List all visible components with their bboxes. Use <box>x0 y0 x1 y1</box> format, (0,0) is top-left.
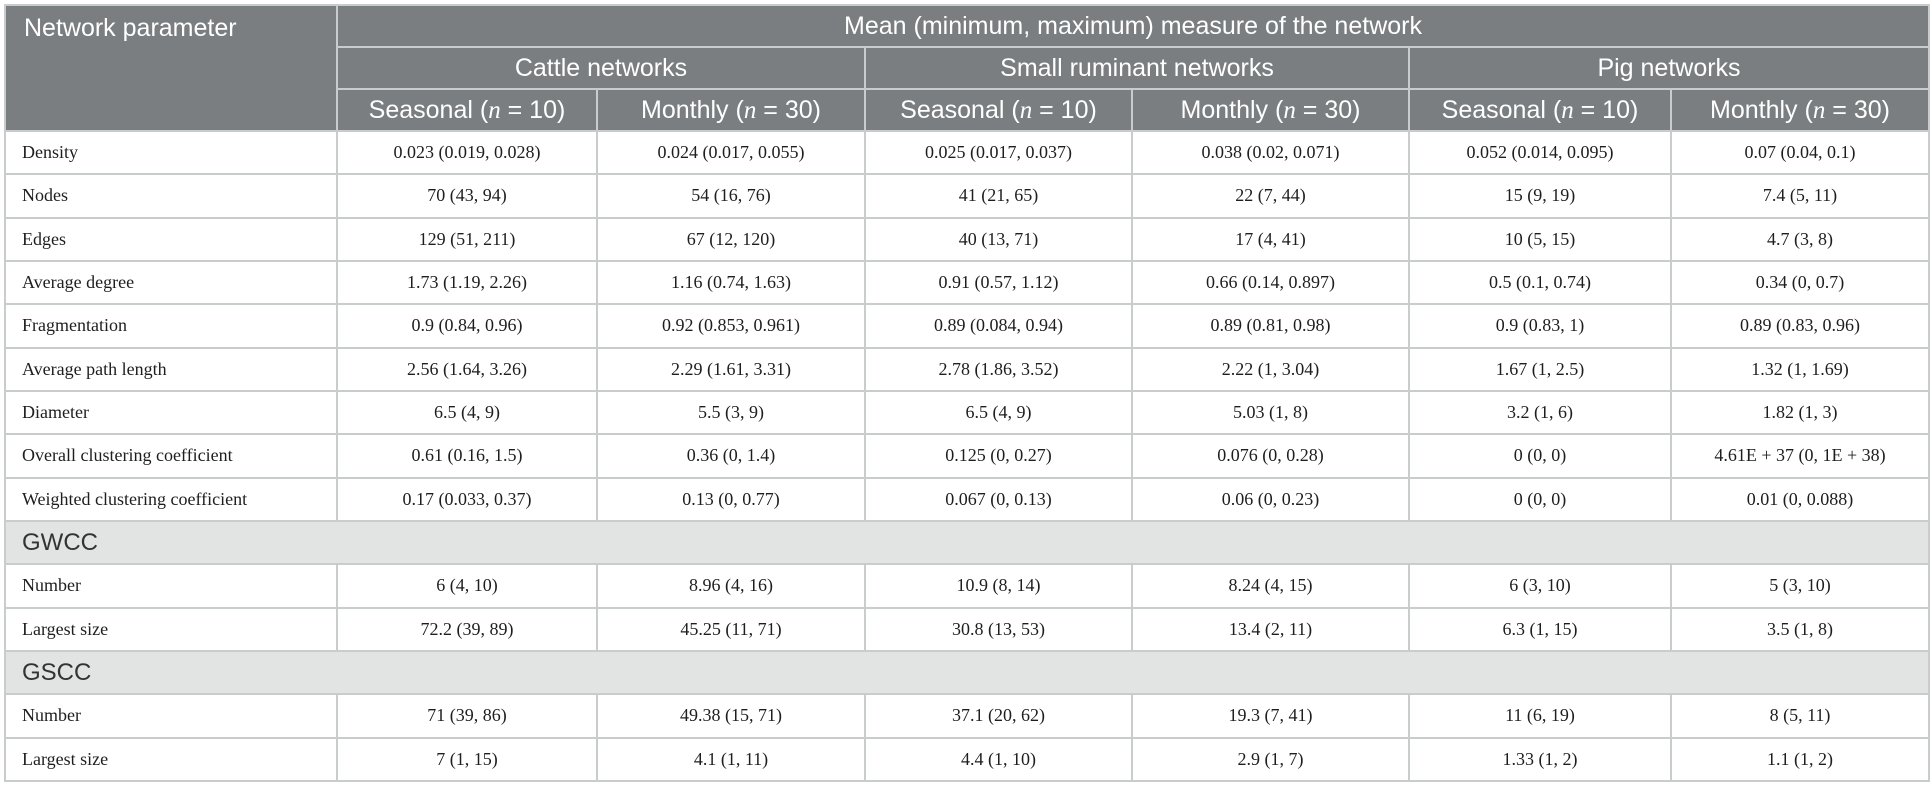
value-cell: 72.2 (39, 89) <box>337 608 597 651</box>
value-cell: 45.25 (11, 71) <box>597 608 865 651</box>
table-row-gwcc <box>5 564 1929 607</box>
value-cell: 0 (0, 0) <box>1409 434 1671 477</box>
section-title-gwcc: GWCC <box>5 521 1929 564</box>
section-row-gwcc <box>5 521 1929 564</box>
param-cell: Average degree <box>5 261 337 304</box>
value-cell: 0.067 (0, 0.13) <box>865 478 1132 521</box>
value-cell: 4.4 (1, 10) <box>865 738 1132 781</box>
header-cattle-seasonal: Seasonal (n = 10) <box>337 89 597 131</box>
value-cell: 49.38 (15, 71) <box>597 694 865 737</box>
value-cell: 6.3 (1, 15) <box>1409 608 1671 651</box>
value-cell: 0.025 (0.017, 0.037) <box>865 131 1132 174</box>
param-cell: Edges <box>5 218 337 261</box>
table-row-gwcc <box>5 608 1929 651</box>
value-cell: 0.038 (0.02, 0.071) <box>1132 131 1409 174</box>
header-pig-seasonal: Seasonal (n = 10) <box>1409 89 1671 131</box>
table-row <box>5 391 1929 434</box>
value-cell: 2.29 (1.61, 3.31) <box>597 348 865 391</box>
param-cell: Density <box>5 131 337 174</box>
value-cell: 6 (3, 10) <box>1409 564 1671 607</box>
value-cell: 0.9 (0.84, 0.96) <box>337 304 597 347</box>
table-row <box>5 131 1929 174</box>
value-cell: 6.5 (4, 9) <box>337 391 597 434</box>
value-cell: 10 (5, 15) <box>1409 218 1671 261</box>
value-cell: 0.125 (0, 0.27) <box>865 434 1132 477</box>
value-cell: 2.9 (1, 7) <box>1132 738 1409 781</box>
header-small-ruminant-monthly: Monthly (n = 30) <box>1132 89 1409 131</box>
value-cell: 67 (12, 120) <box>597 218 865 261</box>
value-cell: 5.03 (1, 8) <box>1132 391 1409 434</box>
value-cell: 8.24 (4, 15) <box>1132 564 1409 607</box>
network-parameters-table <box>4 4 1930 782</box>
value-cell: 7.4 (5, 11) <box>1671 174 1929 217</box>
value-cell: 0.89 (0.084, 0.94) <box>865 304 1132 347</box>
value-cell: 0.5 (0.1, 0.74) <box>1409 261 1671 304</box>
section-row-gscc <box>5 651 1929 694</box>
value-cell: 10.9 (8, 14) <box>865 564 1132 607</box>
value-cell: 1.16 (0.74, 1.63) <box>597 261 865 304</box>
value-cell: 1.82 (1, 3) <box>1671 391 1929 434</box>
value-cell: 17 (4, 41) <box>1132 218 1409 261</box>
value-cell: 4.61E + 37 (0, 1E + 38) <box>1671 434 1929 477</box>
header-row-1 <box>5 5 1929 47</box>
value-cell: 0.34 (0, 0.7) <box>1671 261 1929 304</box>
header-measure: Mean (minimum, maximum) measure of the network <box>337 5 1929 47</box>
value-cell: 2.22 (1, 3.04) <box>1132 348 1409 391</box>
value-cell: 0.89 (0.83, 0.96) <box>1671 304 1929 347</box>
header-group-small-ruminant: Small ruminant networks <box>865 47 1409 89</box>
value-cell: 2.78 (1.86, 3.52) <box>865 348 1132 391</box>
value-cell: 0.13 (0, 0.77) <box>597 478 865 521</box>
param-cell: Number <box>5 564 337 607</box>
value-cell: 0.076 (0, 0.28) <box>1132 434 1409 477</box>
section-title-gscc: GSCC <box>5 651 1929 694</box>
param-cell: Largest size <box>5 608 337 651</box>
value-cell: 1.32 (1, 1.69) <box>1671 348 1929 391</box>
value-cell: 1.1 (1, 2) <box>1671 738 1929 781</box>
table-row <box>5 478 1929 521</box>
value-cell: 0.61 (0.16, 1.5) <box>337 434 597 477</box>
param-cell: Overall clustering coefficient <box>5 434 337 477</box>
value-cell: 54 (16, 76) <box>597 174 865 217</box>
value-cell: 0.052 (0.014, 0.095) <box>1409 131 1671 174</box>
value-cell: 4.1 (1, 11) <box>597 738 865 781</box>
value-cell: 41 (21, 65) <box>865 174 1132 217</box>
value-cell: 129 (51, 211) <box>337 218 597 261</box>
table-row <box>5 348 1929 391</box>
value-cell: 7 (1, 15) <box>337 738 597 781</box>
header-group-pig: Pig networks <box>1409 47 1929 89</box>
value-cell: 0.07 (0.04, 0.1) <box>1671 131 1929 174</box>
value-cell: 19.3 (7, 41) <box>1132 694 1409 737</box>
table-row <box>5 304 1929 347</box>
param-cell: Nodes <box>5 174 337 217</box>
table-row-gscc <box>5 738 1929 781</box>
value-cell: 22 (7, 44) <box>1132 174 1409 217</box>
value-cell: 37.1 (20, 62) <box>865 694 1132 737</box>
value-cell: 0.66 (0.14, 0.897) <box>1132 261 1409 304</box>
value-cell: 3.5 (1, 8) <box>1671 608 1929 651</box>
value-cell: 0 (0, 0) <box>1409 478 1671 521</box>
value-cell: 5 (3, 10) <box>1671 564 1929 607</box>
value-cell: 3.2 (1, 6) <box>1409 391 1671 434</box>
param-cell: Weighted clustering coefficient <box>5 478 337 521</box>
value-cell: 4.7 (3, 8) <box>1671 218 1929 261</box>
value-cell: 6.5 (4, 9) <box>865 391 1132 434</box>
param-cell: Diameter <box>5 391 337 434</box>
value-cell: 0.023 (0.019, 0.028) <box>337 131 597 174</box>
value-cell: 0.36 (0, 1.4) <box>597 434 865 477</box>
value-cell: 8.96 (4, 16) <box>597 564 865 607</box>
value-cell: 0.01 (0, 0.088) <box>1671 478 1929 521</box>
param-cell: Number <box>5 694 337 737</box>
param-cell: Fragmentation <box>5 304 337 347</box>
value-cell: 2.56 (1.64, 3.26) <box>337 348 597 391</box>
header-pig-monthly: Monthly (n = 30) <box>1671 89 1929 131</box>
value-cell: 8 (5, 11) <box>1671 694 1929 737</box>
value-cell: 0.91 (0.57, 1.12) <box>865 261 1132 304</box>
table-row <box>5 174 1929 217</box>
value-cell: 1.73 (1.19, 2.26) <box>337 261 597 304</box>
value-cell: 1.67 (1, 2.5) <box>1409 348 1671 391</box>
table-body <box>5 131 1929 781</box>
value-cell: 30.8 (13, 53) <box>865 608 1132 651</box>
value-cell: 0.92 (0.853, 0.961) <box>597 304 865 347</box>
value-cell: 70 (43, 94) <box>337 174 597 217</box>
value-cell: 5.5 (3, 9) <box>597 391 865 434</box>
table-row <box>5 434 1929 477</box>
value-cell: 0.17 (0.033, 0.37) <box>337 478 597 521</box>
value-cell: 6 (4, 10) <box>337 564 597 607</box>
value-cell: 13.4 (2, 11) <box>1132 608 1409 651</box>
param-cell: Average path length <box>5 348 337 391</box>
value-cell: 0.9 (0.83, 1) <box>1409 304 1671 347</box>
param-cell: Largest size <box>5 738 337 781</box>
header-group-cattle: Cattle networks <box>337 47 865 89</box>
value-cell: 0.024 (0.017, 0.055) <box>597 131 865 174</box>
value-cell: 40 (13, 71) <box>865 218 1132 261</box>
table-row <box>5 261 1929 304</box>
header-cattle-monthly: Monthly (n = 30) <box>597 89 865 131</box>
table-row-gscc <box>5 694 1929 737</box>
value-cell: 0.89 (0.81, 0.98) <box>1132 304 1409 347</box>
value-cell: 0.06 (0, 0.23) <box>1132 478 1409 521</box>
value-cell: 71 (39, 86) <box>337 694 597 737</box>
header-small-ruminant-seasonal: Seasonal (n = 10) <box>865 89 1132 131</box>
value-cell: 11 (6, 19) <box>1409 694 1671 737</box>
table-row <box>5 218 1929 261</box>
value-cell: 15 (9, 19) <box>1409 174 1671 217</box>
value-cell: 1.33 (1, 2) <box>1409 738 1671 781</box>
header-param: Network parameter <box>5 5 337 131</box>
